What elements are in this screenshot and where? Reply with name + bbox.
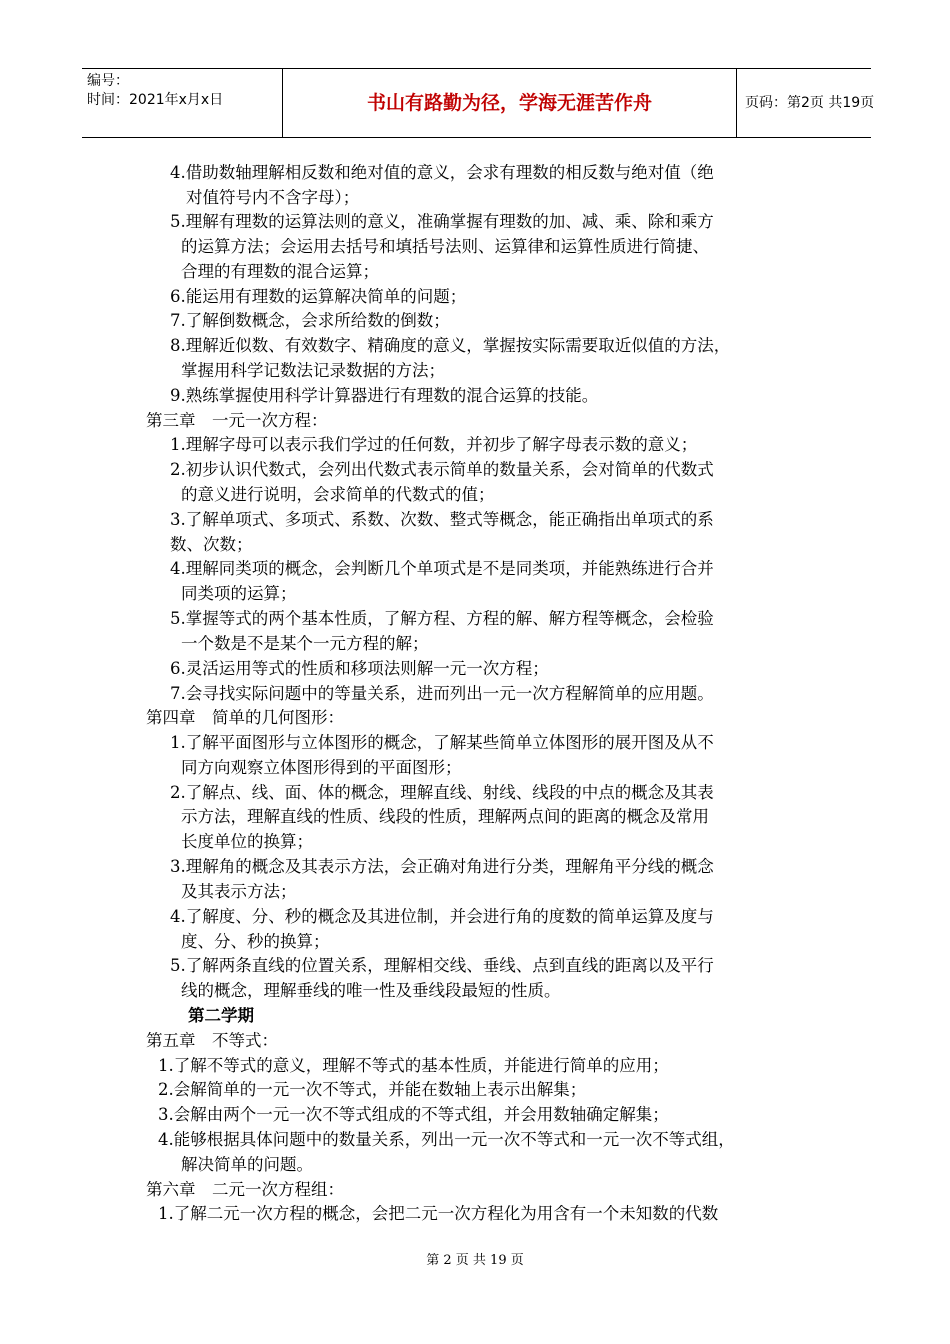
chapter-heading: 第五章 不等式：	[146, 1031, 278, 1050]
text-line: 5.理解有理数的运算法则的意义，准确掌握有理数的加、减、乘、除和乘方	[170, 212, 714, 231]
text-line: 6.能运用有理数的运算解决简单的问题；	[170, 287, 467, 306]
text-line: 5.了解两条直线的位置关系，理解相交线、垂线、点到直线的距离以及平行	[170, 956, 714, 975]
text-line: 2.了解点、线、面、体的概念，理解直线、射线、线段的中点的概念及其表	[170, 783, 714, 802]
text-line: 及其表示方法；	[181, 882, 297, 901]
text-line: 同类项的运算；	[181, 584, 297, 603]
text-line: 2.会解简单的一元一次不等式，并能在数轴上表示出解集；	[158, 1080, 587, 1099]
text-line: 示方法，理解直线的性质、线段的性质，理解两点间的距离的概念及常用	[181, 807, 709, 826]
text-line: 1.了解平面图形与立体图形的概念，了解某些简单立体图形的展开图及从不	[170, 733, 714, 752]
text-line: 合理的有理数的混合运算；	[181, 262, 379, 281]
text-line: 一个数是不是某个一元方程的解；	[181, 634, 429, 653]
chapter-heading: 第三章 一元一次方程：	[146, 411, 328, 430]
text-line: 的意义进行说明，会求简单的代数式的值；	[181, 485, 495, 504]
text-line: 同方向观察立体图形得到的平面图形；	[181, 758, 462, 777]
text-line: 4.借助数轴理解相反数和绝对值的意义，会求有理数的相反数与绝对值（绝	[170, 163, 714, 182]
text-line: 1.了解不等式的意义，理解不等式的基本性质，并能进行简单的应用；	[158, 1056, 669, 1075]
text-line: 3.了解单项式、多项式、系数、次数、整式等概念，能正确指出单项式的系	[170, 510, 714, 529]
chapter-heading: 第六章 二元一次方程组：	[146, 1180, 344, 1199]
text-line: 度、分、秒的换算；	[181, 932, 330, 951]
text-line: 线的概念，理解垂线的唯一性及垂线段最短的性质。	[181, 981, 561, 1000]
text-line: 5.掌握等式的两个基本性质，了解方程、方程的解、解方程等概念，会检验	[170, 609, 714, 628]
text-line: 4.能够根据具体问题中的数量关系，列出一元一次不等式和一元一次不等式组，	[158, 1130, 735, 1149]
text-line: 4.理解同类项的概念，会判断几个单项式是不是同类项，并能熟练进行合并	[170, 559, 714, 578]
text-line: 3.会解由两个一元一次不等式组成的不等式组，并会用数轴确定解集；	[158, 1105, 669, 1124]
text-line: 9.熟练掌握使用科学计算器进行有理数的混合运算的技能。	[170, 386, 599, 405]
text-line: 7.会寻找实际问题中的等量关系，进而列出一元一次方程解简单的应用题。	[170, 684, 714, 703]
text-line: 6.灵活运用等式的性质和移项法则解一元一次方程；	[170, 659, 549, 678]
text-line: 长度单位的换算；	[181, 832, 313, 851]
text-line: 数、次数；	[170, 535, 253, 554]
number-label: 编号：	[87, 73, 129, 89]
text-line: 2.初步认识代数式，会列出代数式表示简单的数量关系，会对简单的代数式	[170, 460, 714, 479]
text-line: 的运算方法；会运用去括号和填括号法则、运算律和运算性质进行简捷、	[181, 237, 709, 256]
text-line: 4.了解度、分、秒的概念及其进位制，并会进行角的度数的简单运算及度与	[170, 907, 714, 926]
motto: 书山有路勤为径，学海无涯苦作舟	[282, 69, 737, 137]
page-footer: 第 2 页 共 19 页	[426, 1253, 524, 1268]
text-line: 对值符号内不含字母）；	[186, 188, 360, 207]
text-line: 掌握用科学记数法记录数据的方法；	[181, 361, 445, 380]
text-line: 3.理解角的概念及其表示方法，会正确对角进行分类，理解角平分线的概念	[170, 857, 714, 876]
text-line: 7.了解倒数概念，会求所给数的倒数；	[170, 311, 450, 330]
text-line: 1.了解二元一次方程的概念，会把二元一次方程化为用含有一个未知数的代数	[158, 1204, 719, 1223]
chapter-heading: 第四章 简单的几何图形：	[146, 708, 344, 727]
text-line: 1.理解字母可以表示我们学过的任何数，并初步了解字母表示数的意义；	[170, 435, 698, 454]
time-label: 时间：2021年x月x日	[87, 92, 224, 108]
page-number-label: 页码：第2页 共19页	[745, 95, 875, 111]
text-line: 解决简单的问题。	[181, 1155, 313, 1174]
text-line: 8.理解近似数、有效数字、精确度的意义，掌握按实际需要取近似值的方法，	[170, 336, 731, 355]
semester-heading: 第二学期	[188, 1006, 254, 1025]
